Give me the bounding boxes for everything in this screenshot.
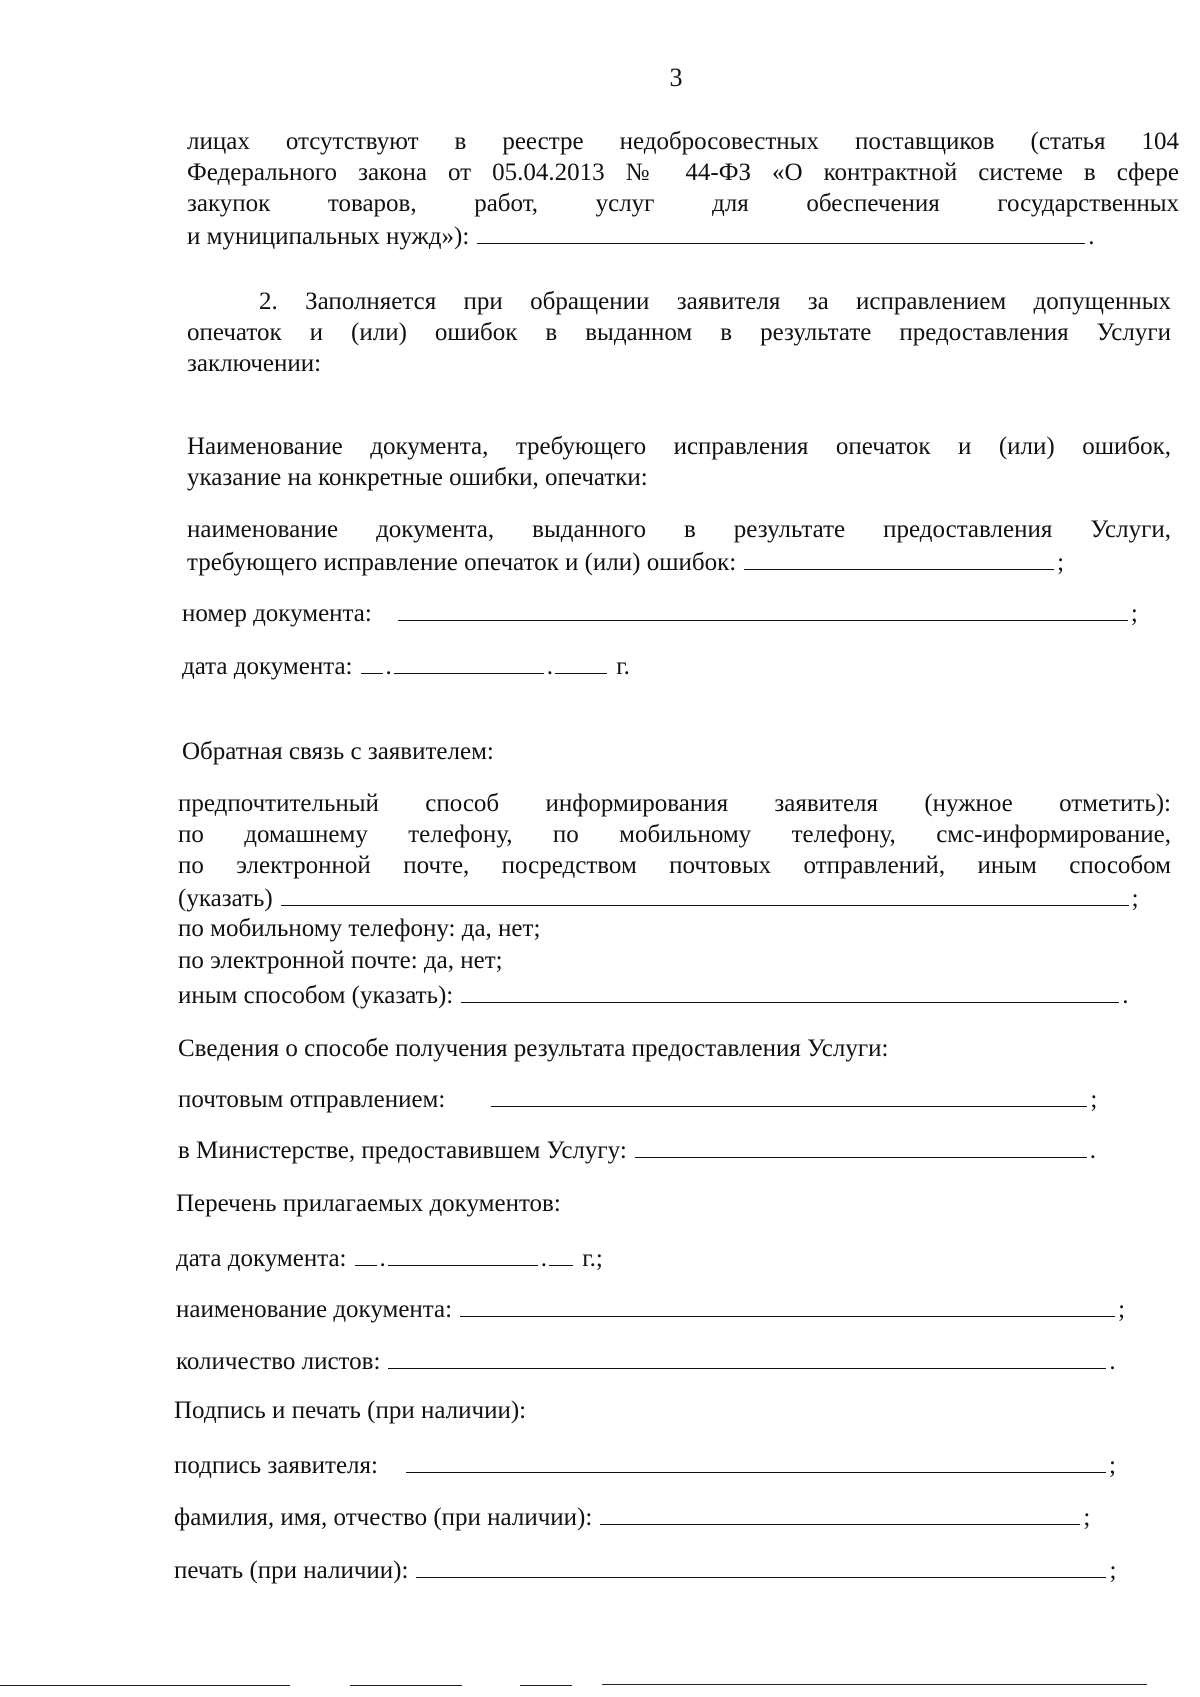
field-label: наименование документа:	[176, 1296, 453, 1323]
punct: ;	[1057, 549, 1065, 576]
field-label: номер документа:	[182, 600, 372, 627]
field-label: дата документа:	[176, 1245, 347, 1272]
punct: .	[385, 653, 392, 680]
blank-field[interactable]	[600, 1500, 1080, 1525]
result-title	[178, 1033, 888, 1064]
punct: ;	[1118, 1296, 1126, 1323]
section-document-name	[187, 514, 1171, 545]
feedback-other-method-line	[178, 978, 1129, 1011]
punct: ;	[1109, 1557, 1117, 1584]
date-year-field[interactable]	[555, 649, 607, 674]
paragraph-corrections	[187, 286, 1171, 379]
section-heading: Сведения о способе получения результата предоставления Услуги:	[178, 1035, 889, 1062]
field-label: требующего исправление опечаток и (или) ошибок:	[187, 549, 737, 576]
page-number: 3	[669, 63, 683, 92]
feedback-title	[182, 736, 494, 767]
blank-field[interactable]	[416, 1553, 1106, 1578]
sign-title	[174, 1395, 526, 1426]
field-label: в Министерстве, предоставившем Услугу:	[178, 1137, 627, 1164]
feedback-mobile-line	[178, 913, 540, 944]
text-line: заключении:	[187, 350, 322, 377]
attached-sheets-field-line	[176, 1344, 1116, 1377]
punct: .	[379, 1245, 386, 1272]
punct: .	[1089, 1137, 1097, 1164]
punct: .	[1109, 1348, 1116, 1375]
section-heading: Обратная связь с заявителем:	[182, 738, 494, 765]
registry-field-line	[187, 219, 1095, 252]
attached-name-field-line	[176, 1292, 1125, 1325]
field-label: фамилия, имя, отчество (при наличии):	[174, 1504, 593, 1531]
punct: ;	[1083, 1504, 1091, 1531]
date-year-field[interactable]	[549, 1241, 573, 1266]
date-day-field[interactable]	[361, 649, 383, 674]
field-label: почтовым отправлением:	[178, 1086, 446, 1113]
section-heading: Перечень прилагаемых документов:	[176, 1190, 561, 1217]
blank-field[interactable]	[491, 1082, 1087, 1107]
attached-date-field-line	[176, 1241, 603, 1274]
punct: .	[540, 1245, 547, 1272]
text-line: по мобильному телефону: да, нет;	[178, 915, 541, 942]
field-label: печать (при наличии):	[174, 1557, 409, 1584]
date-month-field[interactable]	[388, 1241, 538, 1266]
bottom-rule	[520, 1685, 572, 1686]
field-label: количество листов:	[176, 1348, 381, 1375]
attached-title	[176, 1188, 561, 1219]
seal-field-line	[174, 1553, 1116, 1586]
punct: .	[1122, 982, 1129, 1009]
fio-field-line	[174, 1500, 1090, 1533]
punct: ;	[1131, 885, 1139, 912]
blank-field[interactable]	[281, 881, 1129, 906]
section-heading: Подпись и печать (при наличии):	[174, 1397, 527, 1424]
text-line: предпочтительный способ информирования заявителя (нужное отметить):	[178, 790, 1171, 817]
text-line: Наименование документа, требующего исправления опечаток и (или) ошибок,	[187, 433, 1171, 460]
bottom-rule	[350, 1685, 462, 1686]
blank-field[interactable]	[461, 978, 1119, 1003]
punct: ;	[1090, 1086, 1098, 1113]
punct: ;	[1130, 600, 1138, 627]
field-label: и муниципальных нужд»):	[187, 223, 470, 250]
date-day-field[interactable]	[355, 1241, 377, 1266]
document-date-field-line	[182, 649, 630, 682]
blank-field[interactable]	[477, 219, 1085, 244]
bottom-rule	[602, 1684, 1147, 1685]
field-label: иным способом (указать):	[178, 982, 454, 1009]
year-suffix: г.	[616, 653, 630, 680]
punct: .	[1088, 223, 1095, 250]
text-line: по электронной почте: да, нет;	[178, 947, 503, 974]
blank-field[interactable]	[744, 545, 1054, 570]
field-label: (указать)	[178, 885, 273, 912]
date-month-field[interactable]	[394, 649, 544, 674]
paragraph-registry	[187, 126, 1179, 219]
feedback-other-field-line	[178, 881, 1139, 914]
punct: .	[546, 653, 553, 680]
blank-field[interactable]	[398, 596, 1128, 621]
section-feedback	[178, 788, 1171, 881]
blank-field[interactable]	[388, 1344, 1106, 1369]
field-label: подпись заявителя:	[174, 1452, 378, 1479]
text-line: наименование документа, выданного в результате предоставления Услуги,	[187, 516, 1171, 543]
text-line: Федерального закона от 05.04.2013 № 44-ФЗ «О контрактной системе в сфере	[187, 159, 1179, 186]
result-ministry-field-line	[178, 1133, 1096, 1166]
signature-field-line	[174, 1448, 1116, 1481]
section-document-errors	[187, 431, 1171, 493]
bottom-rule	[0, 1685, 290, 1686]
text-line: по домашнему телефону, по мобильному телефону, смс-информирование,	[178, 821, 1171, 848]
document-name-field-line	[187, 545, 1064, 578]
text-line: опечаток и (или) ошибок в выданном в результате предоставления Услуги	[187, 319, 1171, 346]
feedback-email-line	[178, 945, 503, 976]
document-number-field-line	[182, 596, 1138, 629]
year-suffix: г.;	[582, 1245, 603, 1272]
blank-field[interactable]	[406, 1448, 1106, 1473]
field-label: дата документа:	[182, 653, 353, 680]
text-line: закупок товаров, работ, услуг для обеспечения государственных	[187, 190, 1179, 217]
text-line: 2. Заполняется при обращении заявителя за исправлением допущенных	[259, 288, 1171, 315]
punct: ;	[1108, 1452, 1116, 1479]
blank-field[interactable]	[635, 1133, 1087, 1158]
text-line: лицах отсутствуют в реестре недобросовестных поставщиков (статья 104	[187, 128, 1179, 155]
result-post-field-line	[178, 1082, 1097, 1115]
text-line: указание на конкретные ошибки, опечатки:	[187, 464, 648, 491]
blank-field[interactable]	[460, 1292, 1115, 1317]
text-line: по электронной почте, посредством почтовых отправлений, иным способом	[178, 852, 1171, 879]
